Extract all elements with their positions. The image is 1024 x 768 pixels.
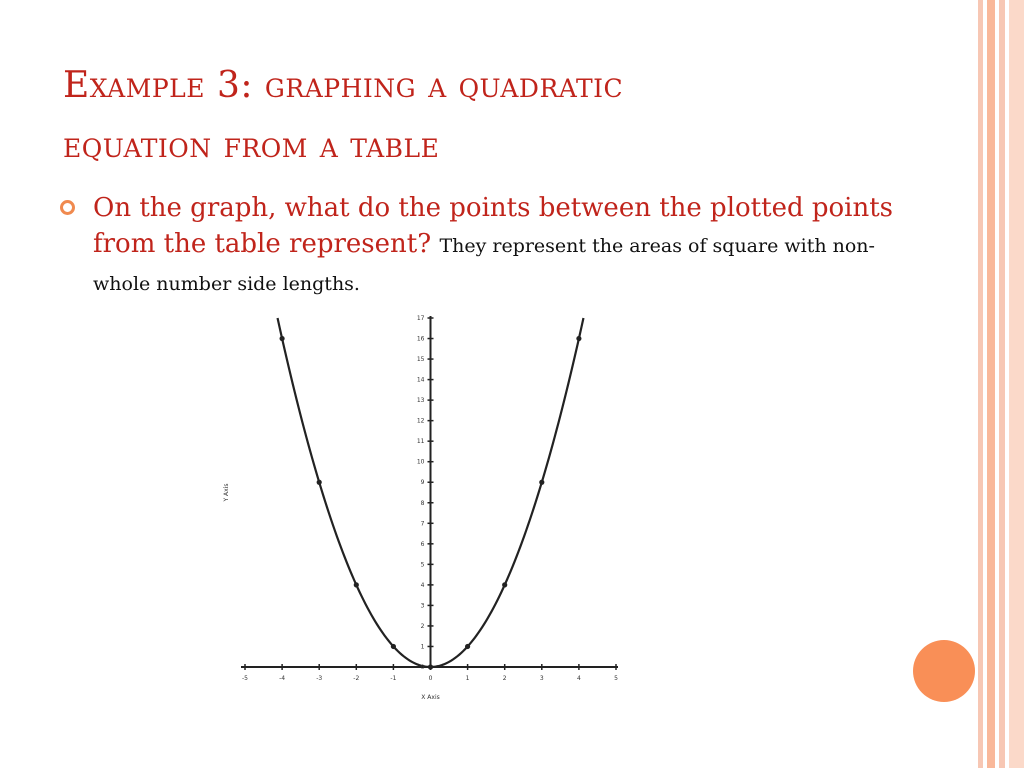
y-tick-label: 9	[420, 479, 425, 487]
y-tick-label: 0	[420, 664, 425, 671]
y-tick-label: 1	[420, 643, 425, 651]
x-tick-label: -1	[390, 675, 397, 682]
parabola-chart	[212, 308, 632, 708]
question-text: On the graph, what do the points between the plotted points from the table represent?	[93, 193, 894, 259]
data-point	[465, 644, 470, 649]
slide-title-line-1: Example 3: graphing a quadratic	[63, 65, 624, 106]
data-point	[280, 336, 285, 341]
y-axis-title: Y Axis	[223, 483, 230, 502]
data-point	[576, 336, 581, 341]
y-tick-label: 16	[416, 335, 425, 343]
data-point	[428, 664, 433, 669]
x-tick-label: 4	[576, 675, 581, 682]
x-tick-label: -2	[353, 675, 360, 682]
bullet-item	[60, 190, 920, 302]
y-tick-label: 10	[416, 458, 425, 466]
y-tick-label: 13	[416, 397, 425, 405]
slide-title	[63, 56, 923, 176]
data-point	[317, 480, 322, 485]
data-point	[539, 480, 544, 485]
data-point	[502, 582, 507, 587]
x-tick-label: -5	[242, 675, 248, 682]
decorative-stripe	[999, 0, 1005, 768]
y-tick-label: 17	[416, 315, 425, 322]
decorative-stripe	[1009, 0, 1024, 768]
y-tick-label: 7	[420, 520, 425, 528]
decorative-stripe	[987, 0, 995, 768]
x-tick-label: 0	[428, 675, 433, 682]
y-tick-label: 15	[416, 356, 425, 364]
answer-text: They represent the areas of square with non-whole number side lengths.	[93, 235, 875, 295]
data-point	[354, 582, 359, 587]
x-tick-label: 2	[502, 675, 507, 682]
y-tick-label: 3	[420, 602, 425, 610]
decorative-circle	[913, 640, 975, 702]
data-point	[391, 644, 396, 649]
bullet-text	[93, 190, 920, 302]
x-tick-label: -3	[316, 675, 323, 682]
y-tick-label: 8	[420, 499, 425, 507]
decorative-stripe	[978, 0, 983, 768]
y-tick-label: 5	[420, 561, 425, 569]
y-tick-label: 6	[420, 540, 425, 548]
bullet-circle-icon	[60, 200, 75, 215]
y-tick-label: 4	[420, 581, 425, 589]
slide-title-line-2: equation from a table	[63, 125, 440, 166]
y-tick-label: 11	[416, 438, 425, 446]
x-tick-label: -4	[279, 675, 286, 682]
x-tick-label: 3	[539, 675, 544, 682]
y-tick-label: 12	[416, 417, 425, 425]
x-tick-label: 5	[614, 675, 618, 682]
y-tick-label: 14	[416, 376, 425, 384]
x-tick-label: 1	[465, 675, 470, 682]
y-tick-label: 2	[420, 622, 425, 630]
x-axis-title: X Axis	[421, 694, 440, 701]
